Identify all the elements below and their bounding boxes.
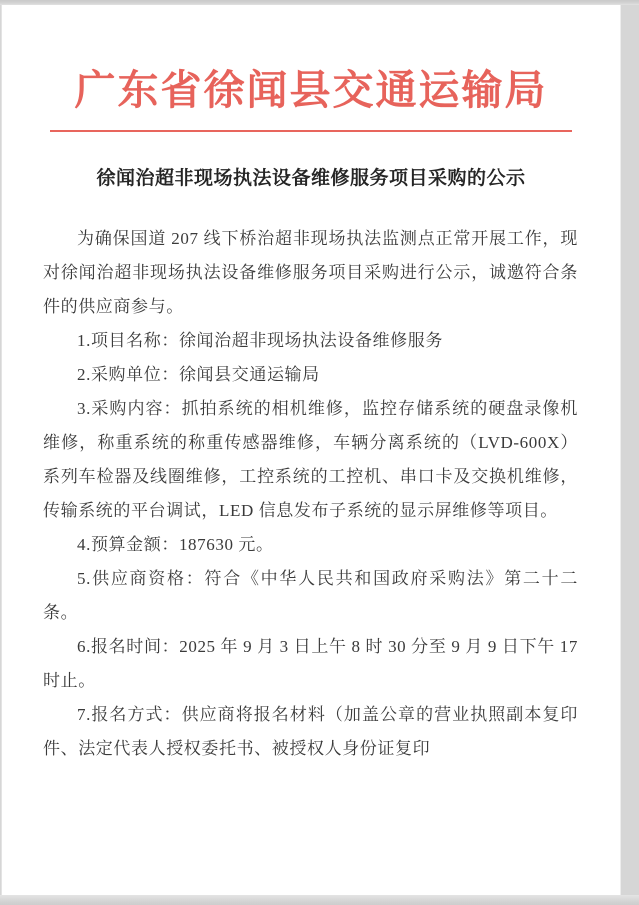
paragraph-item-3: 3.采购内容：抓拍系统的相机维修，监控存储系统的硬盘录像机维修，称重系统的称重传感器维修，车辆分离系统的（LVD-600X）系列车检器及线圈维修，工控系统的工控机、串口卡及交换机维修，传输系统的平台调试，LED 信息发布子系统的显示屏维修等项目。 (43, 399, 578, 521)
document-body (43, 222, 578, 766)
paragraph-item-1: 1.项目名称：徐闻治超非现场执法设备维修服务 (77, 331, 443, 351)
paragraph-intro: 为确保国道 207 线下桥治超非现场执法监测点正常开展工作，现对徐闻治超非现场执法设备维修服务项目采购进行公示，诚邀符合条件的供应商参与。 (43, 229, 578, 317)
paragraph-item-4: 4.预算金额：187630 元。 (77, 535, 274, 555)
letterhead-organization: 广东省徐闻县交通运输局 (74, 66, 548, 114)
letterhead-rule (50, 130, 572, 132)
letterhead (2, 67, 620, 132)
paragraph-item-2: 2.采购单位：徐闻县交通运输局 (77, 365, 320, 385)
paragraph-item-7: 7.报名方式：供应商将报名材料（加盖公章的营业执照副本复印件、法定代表人授权委托书、被授权人身份证复印 (43, 705, 578, 759)
page-title: 徐闻治超非现场执法设备维修服务项目采购的公示 (96, 168, 526, 190)
paragraph-item-6: 6.报名时间：2025 年 9 月 3 日上午 8 时 30 分至 9 月 9 日下午 17 时止。 (43, 637, 578, 691)
viewer-bottom-edge (0, 895, 639, 905)
document-page (1, 5, 621, 895)
paragraph-item-5: 5.供应商资格：符合《中华人民共和国政府采购法》第二十二条。 (43, 569, 578, 623)
